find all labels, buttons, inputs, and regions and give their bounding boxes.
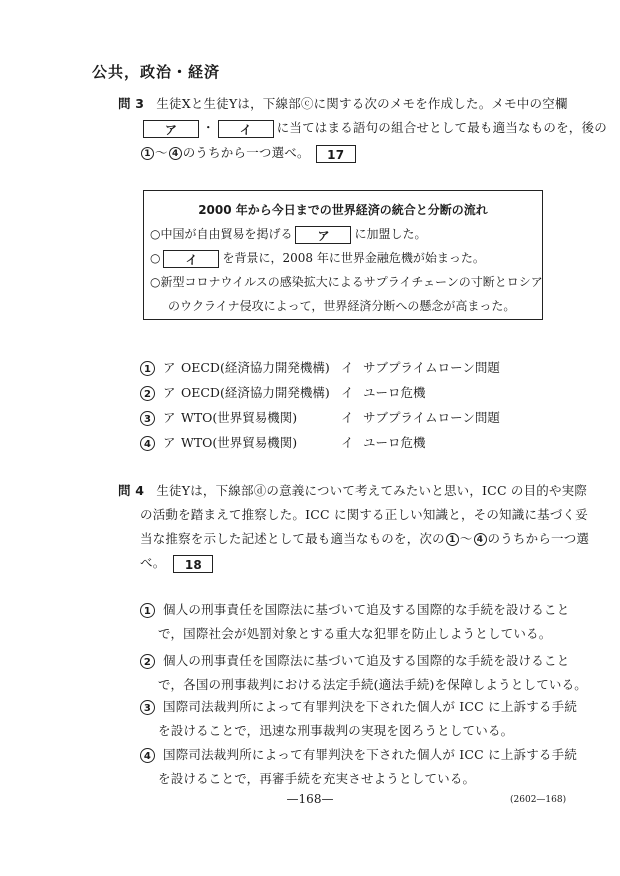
page-number: —168— [286,792,334,806]
memo-blank-a-box: ア [295,226,351,244]
q4-choice-3-line1: 国際司法裁判所によって有罪判決を下された個人が ICC に上訴する手続 [163,699,578,714]
memo-line-1-pre: ○中国が自由貿易を掲げる [150,227,293,241]
choice-number-2-icon: 2 [140,654,155,669]
choice-number-4-icon: 4 [474,533,487,546]
section-title: 公共，政治・経済 [92,63,221,81]
choice-a-text: OECD(経済協力開発機構) [181,385,330,400]
choice-number-1-icon: 1 [141,147,154,160]
separator-dot: ・ [202,120,215,135]
choice-a-text: OECD(経済協力開発機構) [181,360,330,375]
choice-label-a: ア [163,385,176,400]
choice-i-text: サブプライムローン問題 [363,410,500,425]
page-code: (2602—168) [510,795,567,805]
choice-number-4-icon: 4 [140,748,155,763]
choice-label-a: ア [163,435,176,450]
memo-line-2 [150,249,485,268]
choice-number-4-icon: 4 [169,147,182,160]
q3-choice-3[interactable] [140,408,500,426]
q3-choice-2[interactable] [140,383,426,401]
q4-choice-3-line2: を設けることで，迅速な刑事裁判の実現を図ろうとしている。 [158,723,514,738]
choice-number-1-icon: 1 [140,361,155,376]
q3-line3 [140,143,359,163]
q3-number: 問 3 [118,96,145,111]
q4-choice-1-line2: で，国際社会が処罰対象とする重大な犯罪を防止しようとしている。 [158,626,552,641]
choice-number-2-icon: 2 [140,386,155,401]
q4-line1 [118,481,587,499]
choice-label-a: ア [163,410,176,425]
range-separator: 〜 [155,145,168,160]
q4-text-4: べ。 [140,555,166,570]
memo-line-4: のウクライナ侵攻によって，世界経済分断への懸念が高まった。 [168,299,516,313]
q4-text-3-post: のうちから一つ選 [487,531,590,546]
q4-choice-4[interactable] [140,745,577,763]
choice-label-i: イ [341,360,354,375]
choice-label-i: イ [341,410,354,425]
q3-line1 [118,94,568,112]
choice-a-text: WTO(世界貿易機関) [181,410,298,425]
choice-i-text: ユーロ危機 [363,435,426,450]
q3-text-1: 生徒Xと生徒Yは，下線部ⓒに関する次のメモを作成した。メモ中の空欄 [156,96,568,111]
q3-text-2: に当てはまる語句の組合せとして最も適当なものを，後の [276,120,607,135]
q3-choice-4[interactable] [140,433,426,451]
blank-a-box: ア [143,120,199,138]
memo-line-2-pre: ○ [150,251,161,265]
q3-line2 [140,118,607,138]
choice-number-1-icon: 1 [446,533,459,546]
memo-line-1 [150,225,427,244]
choice-i-text: サブプライムローン問題 [363,360,500,375]
memo-line-3: ○新型コロナウイルスの感染拡大によるサプライチェーンの寸断とロシア [150,275,543,289]
choice-label-i: イ [341,385,354,400]
choice-a-text: WTO(世界貿易機関) [181,435,298,450]
choice-number-4-icon: 4 [140,436,155,451]
q4-choice-2-line2: で，各国の刑事裁判における法定手続(適法手続)を保障しようとしている。 [158,677,588,692]
choice-label-a: ア [163,360,176,375]
q4-line2: の活動を踏まえて推察した。ICC に関する正しい知識と，その知識に基づく妥 [140,507,588,522]
choice-number-1-icon: 1 [140,603,155,618]
q3-text-3: のうちから一つ選べ。 [182,145,310,160]
range-separator: 〜 [459,531,473,546]
memo-title: 2000 年から今日までの世界経済の統合と分断の流れ [198,203,488,217]
answer-box-17: 17 [316,145,356,163]
q4-text-3-pre: 当な推察を示した記述として最も適当なものを，次の [140,531,445,546]
q4-choice-3[interactable] [140,697,577,715]
q4-choice-1-line1: 個人の刑事責任を国際法に基づいて追及する国際的な手続を設けること [163,602,570,617]
q4-choice-2-line1: 個人の刑事責任を国際法に基づいて追及する国際的な手続を設けること [163,653,570,668]
choice-label-i: イ [341,435,354,450]
q4-choice-2[interactable] [140,651,569,669]
q4-choice-4-line1: 国際司法裁判所によって有罪判決を下された個人が ICC に上訴する手続 [163,747,578,762]
blank-i-box: イ [218,120,274,138]
q4-choice-4-line2: を設けることで，再審手続を充実させようとしている。 [158,771,476,786]
q4-number: 問 4 [118,483,145,498]
choice-number-3-icon: 3 [140,700,155,715]
choice-i-text: ユーロ危機 [363,385,426,400]
answer-box-18: 18 [173,555,213,573]
q3-choice-1[interactable] [140,358,500,376]
q4-choice-1[interactable] [140,600,569,618]
memo-line-1-post: に加盟した。 [354,227,427,241]
q4-line3 [140,529,589,547]
choice-number-3-icon: 3 [140,411,155,426]
memo-blank-i-box: イ [163,250,219,268]
q4-text-1: 生徒Yは，下線部ⓓの意義について考えてみたいと思い，ICC の目的や実際 [156,483,588,498]
memo-line-2-post: を背景に，2008 年に世界金融危機が始まった。 [222,251,485,265]
memo-box [143,190,543,320]
q4-line4 [140,553,216,573]
